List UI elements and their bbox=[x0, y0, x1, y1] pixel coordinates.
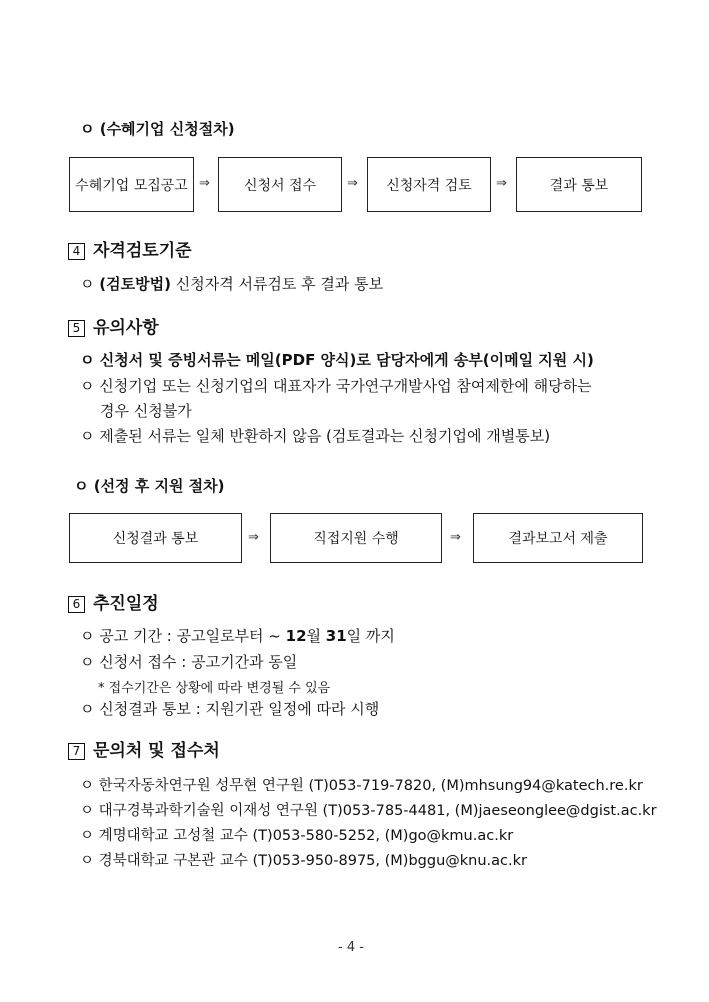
contact-3: ㅇ 계명대학교 고성철 교수 (T)053-580-5252, (M)go@kmu.ac.kr bbox=[80, 828, 514, 844]
contact-1: ㅇ 한국자동차연구원 성무현 연구원 (T)053-719-7820, (M)mhsung94@katech.re.kr bbox=[80, 778, 643, 794]
support-procedure-title: ㅇ (선정 후 지원 절차) bbox=[74, 477, 225, 495]
section7-heading bbox=[68, 736, 220, 761]
recipient-procedure-title: ㅇ (수혜기업 신청절차) bbox=[80, 120, 235, 138]
recipient-step-4: 결과 통보 bbox=[516, 157, 642, 212]
contact-4: ㅇ 경북대학교 구본관 교수 (T)053-950-8975, (M)bggu@knu.ac.kr bbox=[80, 853, 527, 869]
support-step-3: 결과보고서 제출 bbox=[473, 513, 643, 563]
section6-title: 추진일정 bbox=[93, 594, 159, 614]
section5-item-2-cont: 경우 신청불가 bbox=[100, 402, 192, 420]
section4-number: 4 bbox=[68, 243, 85, 260]
recipient-step-2: 신청서 접수 bbox=[218, 157, 342, 212]
support-step-2: 직접지원 수행 bbox=[270, 513, 442, 563]
section6-heading bbox=[68, 589, 159, 614]
section5-heading bbox=[68, 313, 159, 338]
arrow-icon: ⇒ bbox=[496, 176, 507, 191]
section4-heading bbox=[68, 236, 192, 261]
section6-item-1: ㅇ 공고 기간 : 공고일로부터 ~ 12월 31일 까지 bbox=[80, 627, 395, 645]
section6-note: * 접수기간은 상황에 따라 변경될 수 있음 bbox=[98, 681, 331, 696]
section4-title: 자격검토기준 bbox=[93, 241, 192, 261]
section7-number: 7 bbox=[68, 743, 85, 760]
section6-item-3: ㅇ 신청결과 통보 : 지원기관 일정에 따라 시행 bbox=[80, 700, 380, 718]
section7-title: 문의처 및 접수처 bbox=[93, 741, 220, 761]
support-step-1: 신청결과 통보 bbox=[69, 513, 242, 563]
arrow-icon: ⇒ bbox=[199, 176, 210, 191]
recipient-step-3: 신청자격 검토 bbox=[367, 157, 491, 212]
arrow-icon: ⇒ bbox=[450, 530, 461, 545]
section4-item: ㅇ (검토방법) 신청자격 서류검토 후 결과 통보 bbox=[80, 275, 384, 293]
section5-number: 5 bbox=[68, 320, 85, 337]
section5-item-3: ㅇ 제출된 서류는 일체 반환하지 않음 (검토결과는 신청기업에 개별통보) bbox=[80, 427, 551, 445]
section5-title: 유의사항 bbox=[93, 318, 159, 338]
section6-item-2: ㅇ 신청서 접수 : 공고기간과 동일 bbox=[80, 653, 298, 671]
page-number: - 4 - bbox=[338, 940, 364, 955]
section5-item-2: ㅇ 신청기업 또는 신청기업의 대표자가 국가연구개발사업 참여제한에 해당하는 bbox=[80, 377, 592, 395]
section6-number: 6 bbox=[68, 596, 85, 613]
contact-2: ㅇ 대구경북과학기술원 이재성 연구원 (T)053-785-4481, (M)jaeseonglee@dgist.ac.kr bbox=[80, 803, 657, 819]
recipient-step-1: 수혜기업 모집공고 bbox=[69, 157, 194, 212]
arrow-icon: ⇒ bbox=[248, 530, 259, 545]
arrow-icon: ⇒ bbox=[347, 176, 358, 191]
section5-item-1: ㅇ 신청서 및 증빙서류는 메일(PDF 양식)로 담당자에게 송부(이메일 지원 시) bbox=[80, 351, 594, 369]
